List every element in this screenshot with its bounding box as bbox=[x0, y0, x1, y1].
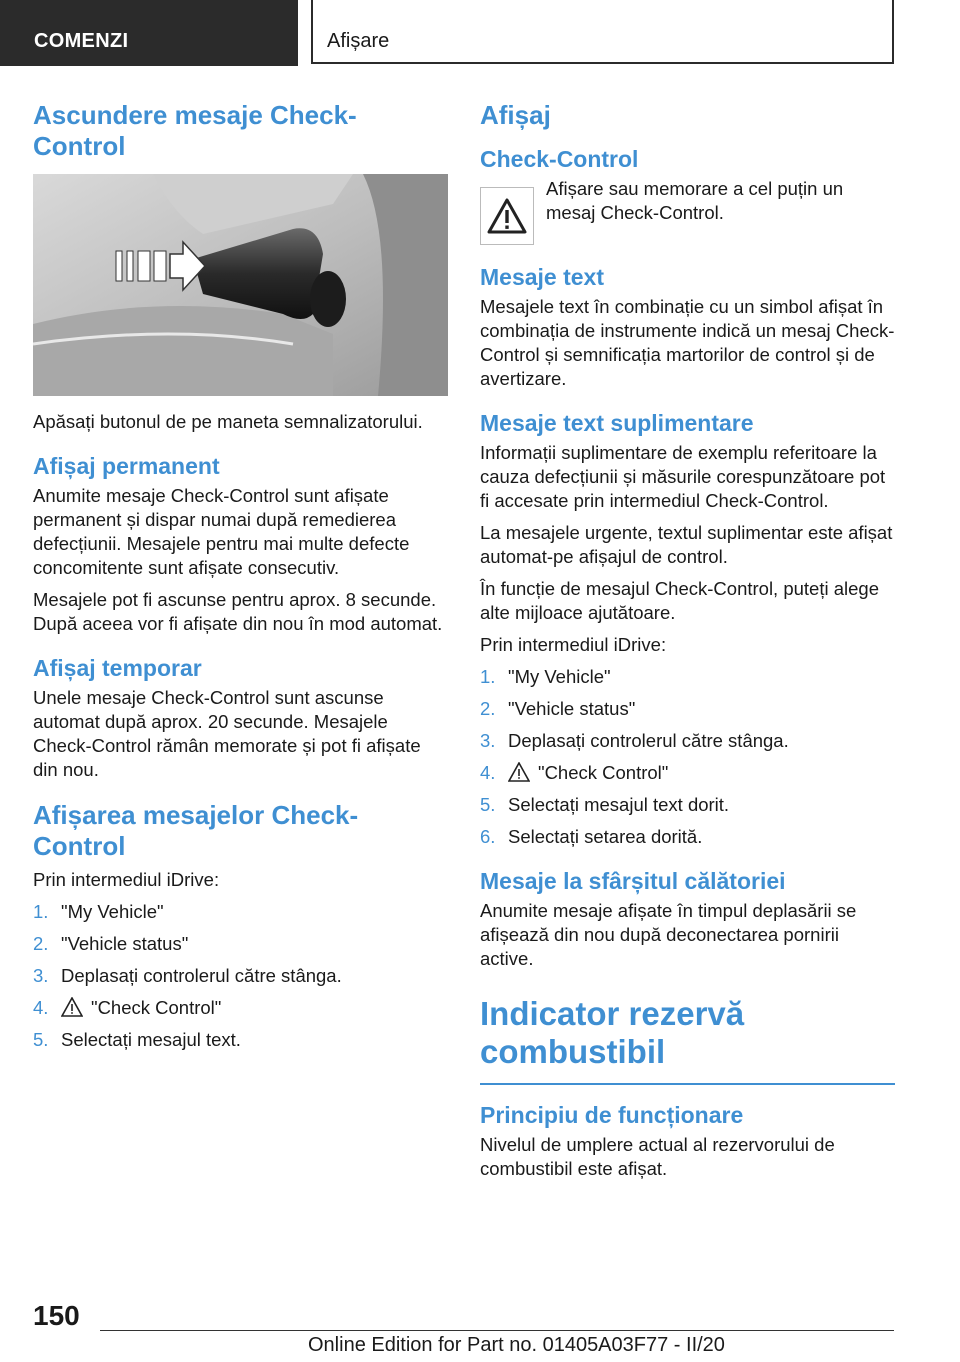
temporary-text: Unele mesaje Check-Control sunt ascunse automat după aprox. 20 secunde. Mesajele Check-Control rămân memorate și pot fi afișate din nou. bbox=[33, 687, 421, 780]
principle-text: Nivelul de umplere actual al rezervorului de combustibil este afișat. bbox=[480, 1134, 835, 1179]
left-column bbox=[33, 100, 448, 1060]
display-intro: Prin intermediul iDrive: bbox=[33, 869, 220, 890]
footer-divider bbox=[100, 1330, 894, 1331]
warning-triangle-icon bbox=[481, 188, 533, 244]
extra-intro: Prin intermediul iDrive: bbox=[480, 634, 667, 655]
permanent-heading: Afișaj permanent bbox=[33, 453, 220, 479]
extra-text-3: În funcție de mesajul Check-Control, puteți alege alte mijloace ajutătoare. bbox=[480, 578, 879, 623]
page-number: 150 bbox=[33, 1300, 80, 1331]
end-trip-text: Anumite mesaje afișate în timpul deplasării se afișează din nou după deconectarea pornirii active. bbox=[480, 900, 857, 969]
warning-text: Afișare sau memorare a cel puțin un mesaj Check-Control. bbox=[546, 178, 844, 223]
list-item: 5. Selectați mesajul text dorit. bbox=[480, 794, 730, 815]
section-title: COMENZI bbox=[34, 30, 129, 52]
display-steps bbox=[33, 900, 448, 1052]
list-item: 4. "Check Control" bbox=[33, 997, 222, 1018]
extra-text-2: La mesajele urgente, textul suplimentar este afișat automat-pe afișajul de control. bbox=[480, 522, 893, 567]
edition-text: Online Edition for Part no. 01405A03F77 - II/20 bbox=[308, 1334, 725, 1356]
list-item: 3. Deplasați controlerul către stânga. bbox=[480, 730, 789, 751]
list-item: 3. Deplasați controlerul către stânga. bbox=[33, 965, 342, 986]
chapter-tab bbox=[311, 0, 894, 64]
chapter-title: Afișare bbox=[327, 30, 390, 52]
right-column bbox=[480, 100, 895, 1189]
list-item: 4. "Check Control" bbox=[480, 762, 669, 783]
end-trip-heading: Mesaje la sfârșitul călătoriei bbox=[480, 868, 786, 894]
permanent-text-1: Anumite mesaje Check-Control sunt afișate permanent și dispar numai după remedierea defecțiunii. Mesajele pentru mai multe defecte concomitente sunt afișate consecutiv. bbox=[33, 485, 410, 578]
fuel-section-title: Indicator rezervă combustibil bbox=[480, 995, 745, 1070]
list-item: 2. "Vehicle status" bbox=[33, 933, 189, 954]
display-section-heading: Afișaj bbox=[480, 100, 551, 130]
warning-box bbox=[480, 177, 895, 245]
extra-text-1: Informații suplimentare de exemplu referitoare la cauza defecțiunii și măsurile corespunzătoare pot fi accesate prin intermediul Check-Control. bbox=[480, 442, 886, 511]
extra-messages-heading: Mesaje text suplimentare bbox=[480, 410, 754, 436]
extra-steps bbox=[480, 665, 895, 849]
list-item: 1. "My Vehicle" bbox=[33, 901, 164, 922]
turn-signal-stalk-image bbox=[33, 174, 448, 396]
section-heading: Ascundere mesaje Check-Control bbox=[33, 100, 357, 161]
check-control-heading: Check-Control bbox=[480, 146, 639, 172]
principle-heading: Principiu de funcționare bbox=[480, 1102, 744, 1128]
warning-triangle-icon bbox=[61, 997, 83, 1017]
list-item: 5. Selectați mesajul text. bbox=[33, 1029, 241, 1050]
warning-symbol bbox=[480, 187, 534, 245]
text-messages-text: Mesajele text în combinație cu un simbol afișat în combinația de instrumente indică un mesaj Check-Control și semnificația martorilor de control și de avertizare. bbox=[480, 296, 895, 389]
stalk-caption: Apăsați butonul de pe maneta semnalizatorului. bbox=[33, 411, 423, 432]
list-item: 1. "My Vehicle" bbox=[480, 666, 611, 687]
permanent-text-2: Mesajele pot fi ascunse pentru aprox. 8 secunde. După aceea vor fi afișate din nou în mod automat. bbox=[33, 589, 443, 634]
list-item: 6. Selectați setarea dorită. bbox=[480, 826, 703, 847]
list-item: 2. "Vehicle status" bbox=[480, 698, 636, 719]
text-messages-heading: Mesaje text bbox=[480, 264, 605, 290]
temporary-heading: Afișaj temporar bbox=[33, 655, 202, 681]
stalk-photo bbox=[33, 174, 448, 396]
display-heading: Afișarea mesajelor Check-Control bbox=[33, 800, 359, 861]
section-tab bbox=[0, 0, 298, 66]
section-divider bbox=[480, 1083, 895, 1085]
warning-triangle-icon bbox=[508, 762, 530, 782]
